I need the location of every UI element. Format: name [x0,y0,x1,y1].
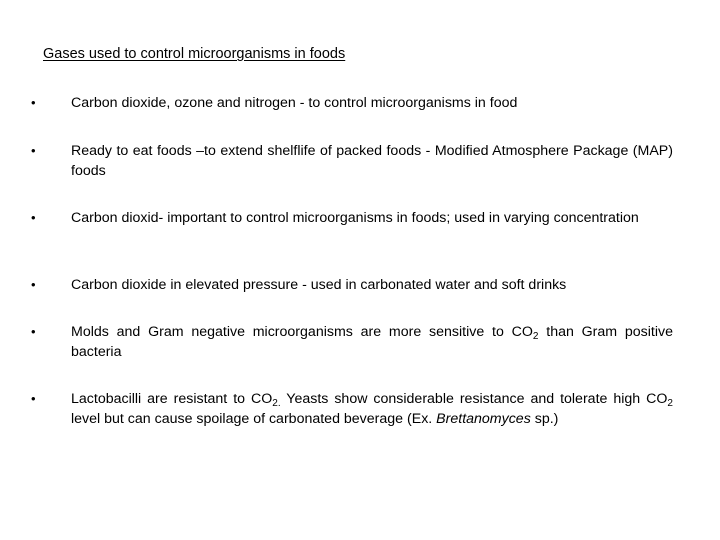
bullet-text-part: sp.) [530,411,559,427]
bullet-text [71,389,673,429]
italic-species-name: Brettanomyces [436,411,531,427]
bullet-dot: • [31,95,36,110]
bullet-text-part: Molds and Gram negative microorganisms are more sensitive to CO [71,324,533,340]
bullet-text: Ready to eat foods –to extend shelflife of packed foods - Modified Atmosphere Package (MAP) foods [71,143,673,179]
bullet-dot: • [31,277,36,292]
bullet-dot: • [31,324,36,339]
bullet-text-part: Lactobacilli are resistant to CO [71,391,273,407]
bullet-dot: • [31,391,36,406]
bullet-text: Carbon dioxide, ozone and nitrogen - to control microorganisms in food [71,95,518,111]
subscript: 2 [532,331,539,342]
bullet-text-part: than Gram positive bacteria [71,324,673,360]
bullet-dot: • [31,210,36,225]
bullet-text-part: Yeasts show considerable resistance and tolerate high CO [280,391,668,407]
bullet-dot: • [31,143,36,158]
slide-title: Gases used to control microorganisms in foods [43,46,346,62]
bullet-text: Carbon dioxid- important to control microorganisms in foods; used in varying concentration [71,210,639,226]
bullet-text [71,322,673,362]
bullet-text-part: level but can cause spoilage of carbonated beverage (Ex. [71,411,437,427]
subscript: 2 [667,398,673,409]
subscript: 2. [272,398,281,409]
bullet-text: Carbon dioxide in elevated pressure - used in carbonated water and soft drinks [71,277,567,293]
